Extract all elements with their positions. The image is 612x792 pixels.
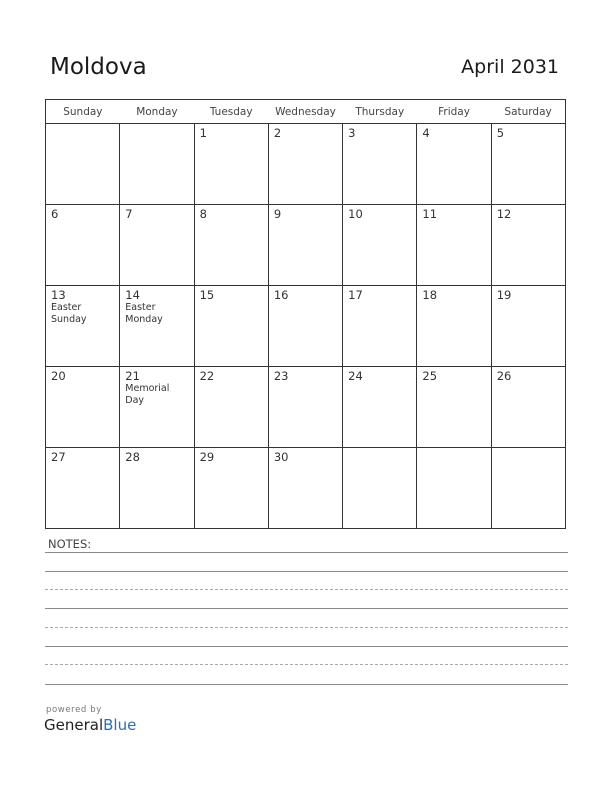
brand-general: General [44, 716, 104, 734]
day-number: 8 [199, 207, 207, 221]
day-number: 6 [51, 207, 59, 221]
day-cell[interactable] [46, 124, 120, 205]
day-cell[interactable] [417, 367, 491, 448]
day-cell[interactable] [120, 124, 194, 205]
day-number: 3 [348, 126, 356, 140]
day-number: 21 [125, 369, 140, 383]
day-cell[interactable] [46, 367, 120, 448]
day-number: 17 [348, 288, 363, 302]
notes-line [45, 552, 568, 553]
day-number: 5 [496, 126, 505, 140]
day-cell[interactable] [417, 205, 491, 286]
notes-line [45, 589, 568, 590]
day-cell[interactable] [343, 124, 417, 205]
day-cell[interactable] [417, 286, 491, 367]
weekday-monday: Monday [120, 100, 194, 124]
day-number: 28 [125, 450, 140, 464]
weekday-thursday: Thursday [343, 100, 417, 124]
day-number: 15 [199, 288, 215, 302]
weekday-friday: Friday [417, 100, 491, 124]
notes-line [45, 646, 568, 647]
day-number: 11 [422, 207, 438, 221]
day-cell[interactable] [120, 448, 194, 529]
day-cell[interactable] [491, 124, 565, 205]
notes-line [45, 627, 568, 628]
weekday-saturday: Saturday [491, 100, 565, 124]
day-number: 26 [496, 369, 512, 383]
week-row [46, 124, 566, 205]
day-number: 1 [199, 126, 207, 140]
day-cell[interactable] [46, 286, 120, 367]
day-cell[interactable] [417, 448, 491, 529]
day-number: 19 [496, 288, 512, 302]
day-number: 18 [422, 288, 438, 302]
day-cell[interactable] [194, 367, 268, 448]
week-row [46, 205, 566, 286]
day-number: 27 [51, 450, 66, 464]
day-cell[interactable] [491, 205, 565, 286]
day-number: 23 [273, 369, 289, 383]
day-number: 2 [273, 126, 282, 140]
day-number: 30 [273, 450, 289, 464]
holiday-label: Easter Sunday [51, 302, 87, 325]
day-number: 13 [51, 288, 66, 302]
week-row [46, 448, 566, 529]
day-cell[interactable] [268, 286, 342, 367]
month-year-title: April 2031 [461, 56, 559, 78]
holiday-label: Memorial Day [125, 383, 170, 406]
day-number: 16 [273, 288, 289, 302]
day-cell[interactable] [343, 286, 417, 367]
calendar-grid [45, 99, 566, 529]
powered-by-text: powered by [46, 705, 102, 715]
day-cell[interactable] [268, 448, 342, 529]
day-number: 7 [125, 207, 133, 221]
day-number: 12 [496, 207, 512, 221]
day-number: 10 [348, 207, 363, 221]
day-cell[interactable] [343, 205, 417, 286]
day-cell[interactable] [194, 448, 268, 529]
day-cell[interactable] [343, 448, 417, 529]
day-cell[interactable] [194, 286, 268, 367]
week-row [46, 367, 566, 448]
day-cell[interactable] [491, 448, 565, 529]
notes-line [45, 571, 568, 572]
day-cell[interactable] [120, 205, 194, 286]
day-number: 29 [199, 450, 215, 464]
notes-line [45, 684, 568, 685]
day-cell[interactable] [120, 367, 194, 448]
day-cell[interactable] [194, 205, 268, 286]
holiday-label: Easter Monday [125, 302, 163, 325]
day-cell[interactable] [194, 124, 268, 205]
day-cell[interactable] [46, 205, 120, 286]
day-cell[interactable] [343, 367, 417, 448]
day-number: 14 [125, 288, 140, 302]
day-cell[interactable] [491, 286, 565, 367]
week-row [46, 286, 566, 367]
day-number: 22 [199, 369, 215, 383]
day-cell[interactable] [268, 367, 342, 448]
weekday-wednesday: Wednesday [268, 100, 342, 124]
day-cell[interactable] [417, 124, 491, 205]
weekday-tuesday: Tuesday [194, 100, 268, 124]
country-title: Moldova [50, 54, 147, 80]
brand-blue: Blue [103, 716, 137, 734]
weekday-header-row [46, 100, 566, 124]
weekday-sunday: Sunday [46, 100, 120, 124]
day-cell[interactable] [268, 124, 342, 205]
day-cell[interactable] [268, 205, 342, 286]
notes-label: NOTES: [48, 537, 92, 551]
notes-line [45, 664, 568, 665]
day-number: 9 [273, 207, 282, 221]
day-number: 4 [422, 126, 430, 140]
day-number: 20 [51, 369, 66, 383]
generalblue-logo[interactable] [44, 716, 136, 734]
day-number: 24 [348, 369, 363, 383]
day-cell[interactable] [491, 367, 565, 448]
day-cell[interactable] [120, 286, 194, 367]
day-cell[interactable] [46, 448, 120, 529]
notes-line [45, 608, 568, 609]
day-number: 25 [422, 369, 438, 383]
